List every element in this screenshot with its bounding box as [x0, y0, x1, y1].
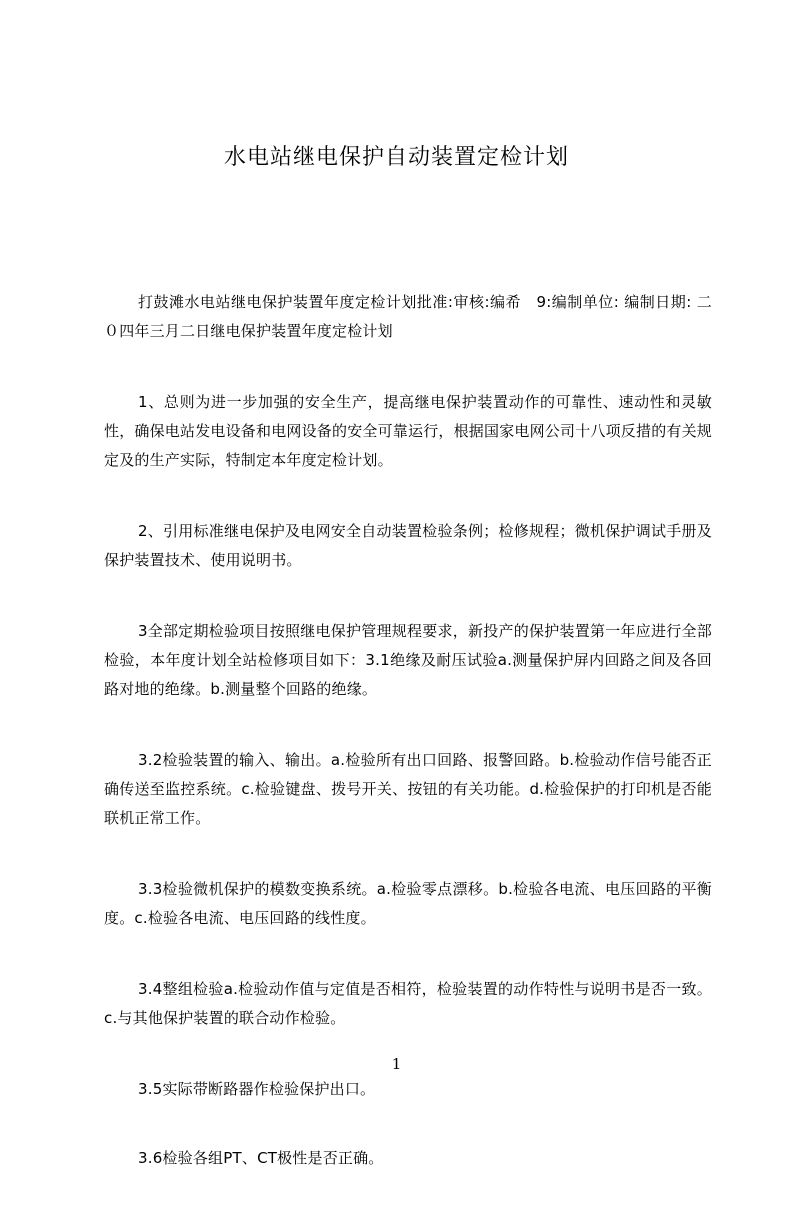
paragraph-item-3-4: 3.4整组检验a.检验动作值与定值是否相符，检验装置的动作特性与说明书是否一致。c.与其他保护装置的联合动作检验。	[104, 980, 712, 1027]
paragraph-header-info: 打鼓滩水电站继电保护装置年度定检计划批准:审核:编希 9:编制单位: 编制日期: 二０四年三月二日继电保护装置年度定检计划	[104, 293, 712, 340]
paragraph-general-principles: 1、总则为进一步加强的安全生产，提高继电保护装置动作的可靠性、速动性和灵敏性，确保电站发电设备和电网设备的安全可靠运行，根据国家电网公司十八项反措的有关规定及的生产实际，特制定本年度定检计划。	[104, 393, 713, 469]
page-number: 1	[391, 1055, 402, 1073]
paragraph-item-3-6: 3.6检验各组PT、CT极性是否正确。	[138, 1149, 384, 1167]
paragraph-item-3-2: 3.2检验装置的输入、输出。a.检验所有出口回路、报警回路。b.检验动作信号能否正确传送至监控系统。c.检验键盘、拨号开关、按钮的有关功能。d.检验保护的打印机是否能联机正常工作。	[104, 751, 712, 827]
paragraph-inspection-items: 3全部定期检验项目按照继电保护管理规程要求，新投产的保护装置第一年应进行全部检验，本年度计划全站检修项目如下：3.1绝缘及耐压试验a.测量保护屏内回路之间及各回路对地的绝缘。b.测量整个回路的绝缘。	[104, 622, 712, 698]
document-body	[104, 288, 712, 1215]
paragraph-item-3-5: 3.5实际带断路器作检验保护出口。	[138, 1080, 376, 1098]
document-title: 水电站继电保护自动装置定检计划	[223, 145, 569, 170]
paragraph-item-3-3: 3.3检验微机保护的模数变换系统。a.检验零点漂移。b.检验各电流、电压回路的平衡度。c.检验各电流、电压回路的线性度。	[104, 880, 712, 927]
paragraph-reference-standards: 2、引用标准继电保护及电网安全自动装置检验条例；检修规程；微机保护调试手册及保护装置技术、使用说明书。	[104, 522, 712, 569]
